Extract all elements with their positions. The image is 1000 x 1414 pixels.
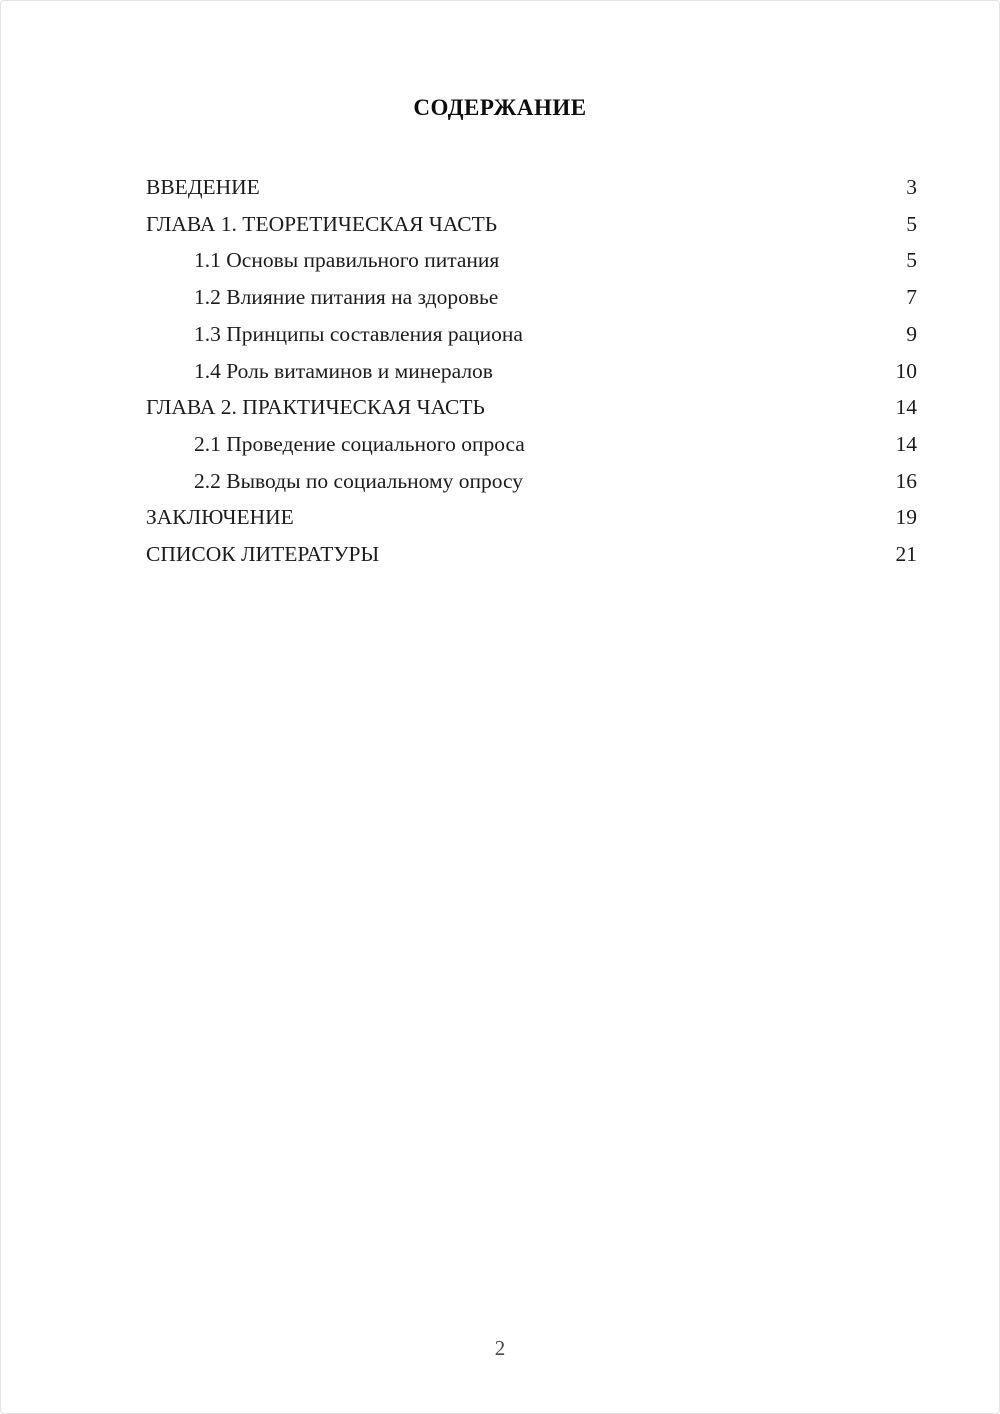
toc-entry-label: 1.2 Влияние питания на здоровье [194,285,499,310]
toc-entry-page: 7 [906,285,917,310]
footer-page-number: 2 [494,1336,506,1360]
toc-entry [146,316,917,353]
toc-entry-page: 16 [895,468,917,493]
toc-entry-page: 14 [895,431,917,456]
toc-entry-page: 5 [906,211,917,236]
toc-entry [146,242,917,279]
toc-entry-label: 1.3 Принципы составления рациона [194,321,523,346]
toc-entry-label: 2.2 Выводы по социальному опросу [194,468,524,493]
toc-entry-page: 3 [906,175,917,199]
toc-entry-label: ЗАКЛЮЧЕНИЕ [146,505,294,530]
toc-entry-label: 2.1 Проведение социального опроса [194,431,525,456]
toc-entry-page: 5 [906,248,917,273]
toc-entry-label: ГЛАВА 1. ТЕОРЕТИЧЕСКАЯ ЧАСТЬ [146,211,498,236]
toc-entry-page: 9 [906,321,917,346]
table-of-contents [1,169,999,573]
page-title: СОДЕРЖАНИЕ [413,95,587,120]
toc-entry-page: 21 [895,542,917,567]
toc-entry [146,206,917,243]
toc-entry [146,389,917,426]
toc-entry [146,353,917,390]
toc-entry [146,169,917,206]
toc-entry-label: 1.1 Основы правильного питания [194,248,500,273]
toc-entry-label: СПИСОК ЛИТЕРАТУРЫ [146,542,380,567]
toc-entry-label: 1.4 Роль витаминов и минералов [194,358,493,383]
toc-entry [146,426,917,463]
toc-entry [146,463,917,500]
toc-entry-page: 14 [895,395,917,420]
toc-entry [146,499,917,536]
toc-entry-page: 19 [895,505,917,530]
toc-entry [146,279,917,316]
toc-entry-label: ВВЕДЕНИЕ [146,175,260,199]
toc-entry [146,536,917,573]
toc-entry-page: 10 [895,358,917,383]
toc-entry-label: ГЛАВА 2. ПРАКТИЧЕСКАЯ ЧАСТЬ [146,395,485,420]
